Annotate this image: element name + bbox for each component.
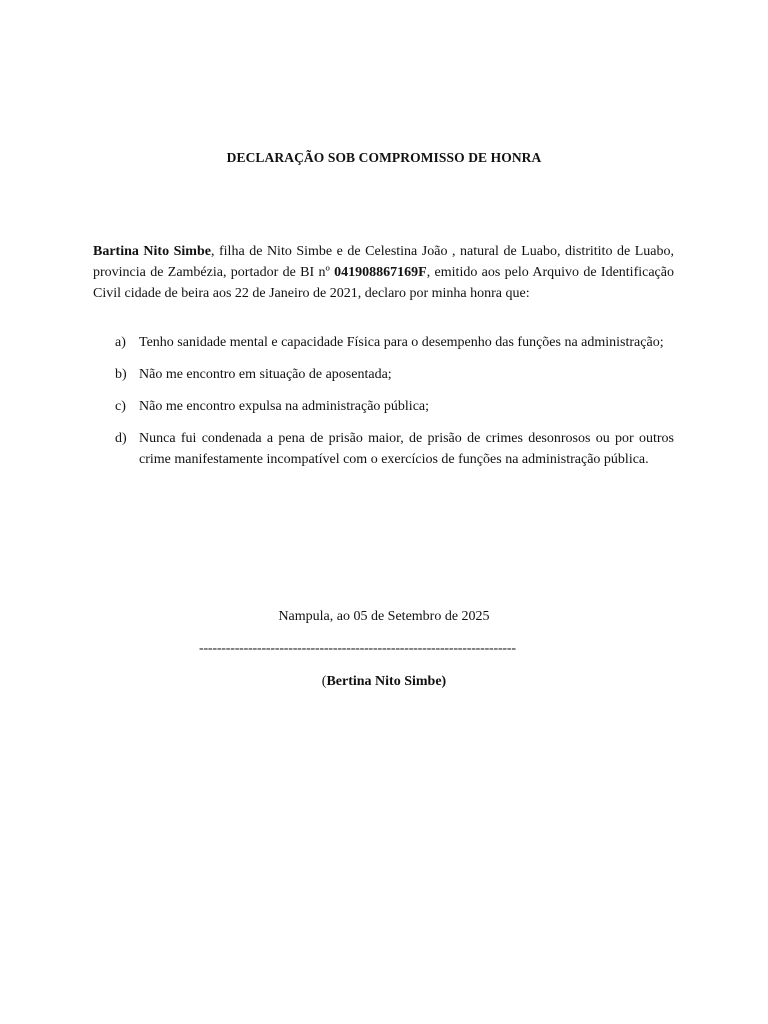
signature-line: -----------------------------------------------------------------------: [199, 641, 516, 656]
list-item: [93, 364, 674, 385]
list-item: [93, 332, 674, 353]
list-item: [93, 396, 674, 417]
intro-text-part-2: , emitido aos pelo Arquivo de Identificação Civil cidade de beira aos 22 de Janeiro de 2021, declaro por minha honra que:: [93, 265, 674, 301]
document-title: DECLARAÇÃO SOB COMPROMISSO DE HONRA: [226, 150, 542, 165]
list-marker: a): [115, 335, 126, 350]
signer-name: [0, 674, 768, 690]
signer-name-text: Bertina Nito Simbe): [326, 674, 447, 689]
list-item: [93, 428, 674, 470]
bi-number: 041908867169F: [334, 265, 427, 280]
intro-paragraph: [93, 241, 674, 304]
list-item-text: Não me encontro expulsa na administração pública;: [139, 399, 430, 414]
list-item-text: Não me encontro em situação de aposentada;: [139, 367, 392, 382]
list-marker: b): [115, 367, 127, 382]
signer-open-paren: (: [321, 674, 327, 689]
place-and-date: Nampula, ao 05 de Setembro de 2025: [278, 609, 490, 624]
declaration-list: [93, 332, 674, 481]
list-item-text: Nunca fui condenada a pena de prisão maior, de prisão de crimes desonrosos ou por outros crime manifestamente incompatível com o exercícios de funções na administração pública.: [139, 431, 674, 467]
declarant-name: Bartina Nito Simbe: [93, 244, 211, 259]
intro-text-part-1: , filha de Nito Simbe e de Celestina João , natural de Luabo, distritito de Luabo, provincia de Zambézia, portador de BI nº: [93, 244, 674, 280]
list-marker: c): [115, 399, 126, 414]
list-marker: d): [115, 431, 127, 446]
list-item-text: Tenho sanidade mental e capacidade Física para o desempenho das funções na administração;: [139, 335, 664, 350]
